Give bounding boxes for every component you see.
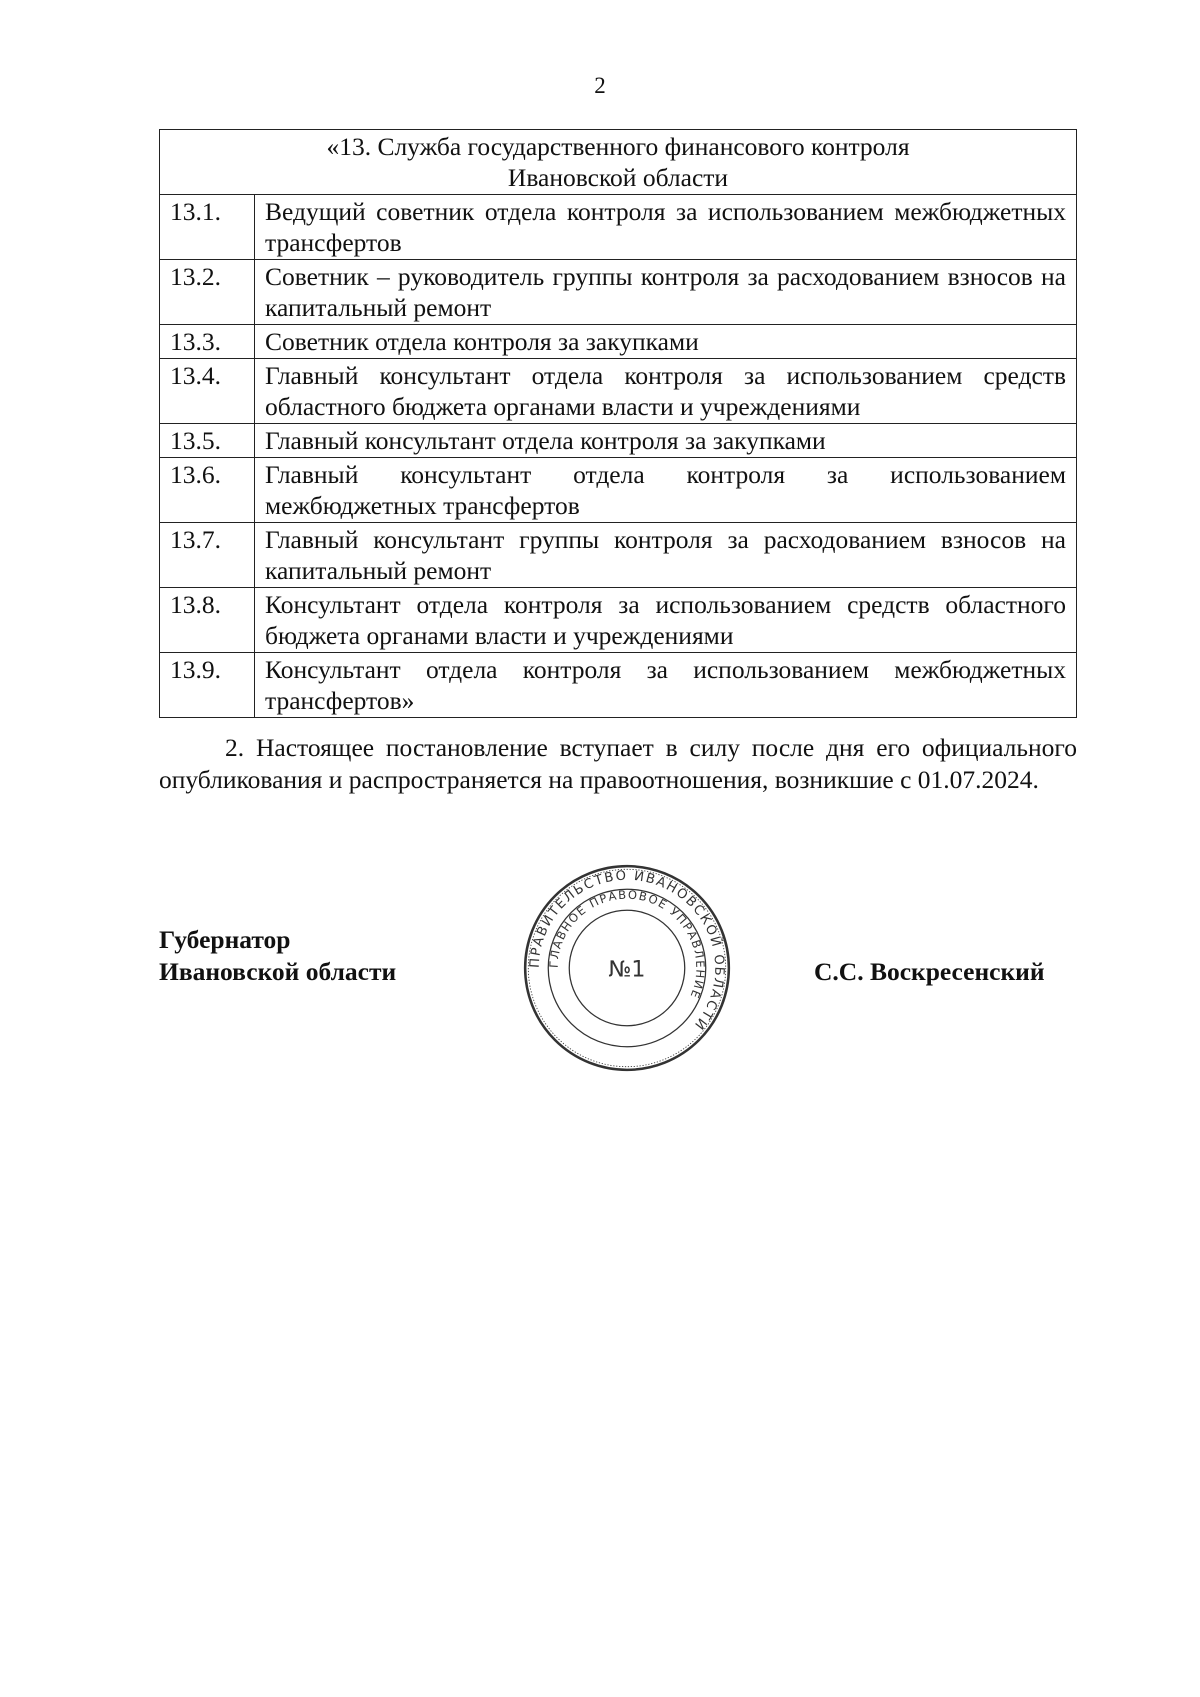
row-title: Главный консультант отдела контроля за использованием средств областного бюджета органами власти и учреждениями	[255, 359, 1077, 424]
row-title: Ведущий советник отдела контроля за использованием межбюджетных трансфертов	[255, 195, 1077, 260]
table-row	[160, 653, 1077, 718]
table-row	[160, 424, 1077, 458]
seal-outer-text: ПРАВИТЕЛЬСТВО ИВАНОВСКОЙ ОБЛАСТИ	[527, 868, 727, 1034]
table-row	[160, 260, 1077, 325]
row-number: 13.2.	[160, 260, 255, 325]
table-row	[160, 523, 1077, 588]
row-number: 13.6.	[160, 458, 255, 523]
table-heading-line-1: «13. Служба государственного финансового контроля	[326, 132, 910, 161]
signatory-position-line-2: Ивановской области	[159, 957, 397, 986]
table-row	[160, 359, 1077, 424]
table-row	[160, 458, 1077, 523]
table-row	[160, 195, 1077, 260]
paragraph-2: 2. Настоящее постановление вступает в силу после дня его официального опубликования и распространяется на правоотношения, возникшие с 01.07.2024.	[159, 733, 1077, 794]
row-number: 13.3.	[160, 325, 255, 359]
row-title: Консультант отдела контроля за использованием межбюджетных трансфертов»	[255, 653, 1077, 718]
row-number: 13.4.	[160, 359, 255, 424]
row-title: Главный консультант группы контроля за расходованием взносов на капитальный ремонт	[255, 523, 1077, 588]
positions-table	[159, 129, 1077, 718]
table-heading-line-2: Ивановской области	[507, 163, 729, 192]
signatory-position-line-1: Губернатор	[159, 925, 291, 954]
table-row	[160, 325, 1077, 359]
seal-inner-text: ГЛАВНОЕ ПРАВОВОЕ УПРАВЛЕНИЕ	[546, 887, 708, 1002]
row-number: 13.8.	[160, 588, 255, 653]
row-title: Главный консультант отдела контроля за использованием межбюджетных трансфертов	[255, 458, 1077, 523]
page-number: 2	[594, 73, 606, 98]
row-number: 13.9.	[160, 653, 255, 718]
official-seal	[522, 863, 732, 1073]
signatory-position	[159, 924, 396, 988]
signatory-name: С.С. Воскресенский	[814, 957, 1045, 986]
row-number: 13.5.	[160, 424, 255, 458]
table-heading-row	[160, 130, 1077, 195]
row-number: 13.1.	[160, 195, 255, 260]
row-number: 13.7.	[160, 523, 255, 588]
row-title: Главный консультант отдела контроля за закупками	[255, 424, 1077, 458]
row-title: Консультант отдела контроля за использованием средств областного бюджета органами власти и учреждениями	[255, 588, 1077, 653]
row-title: Советник отдела контроля за закупками	[255, 325, 1077, 359]
row-title: Советник – руководитель группы контроля за расходованием взносов на капитальный ремонт	[255, 260, 1077, 325]
table-row	[160, 588, 1077, 653]
seal-number: №1	[608, 957, 646, 983]
table-heading	[160, 130, 1077, 195]
